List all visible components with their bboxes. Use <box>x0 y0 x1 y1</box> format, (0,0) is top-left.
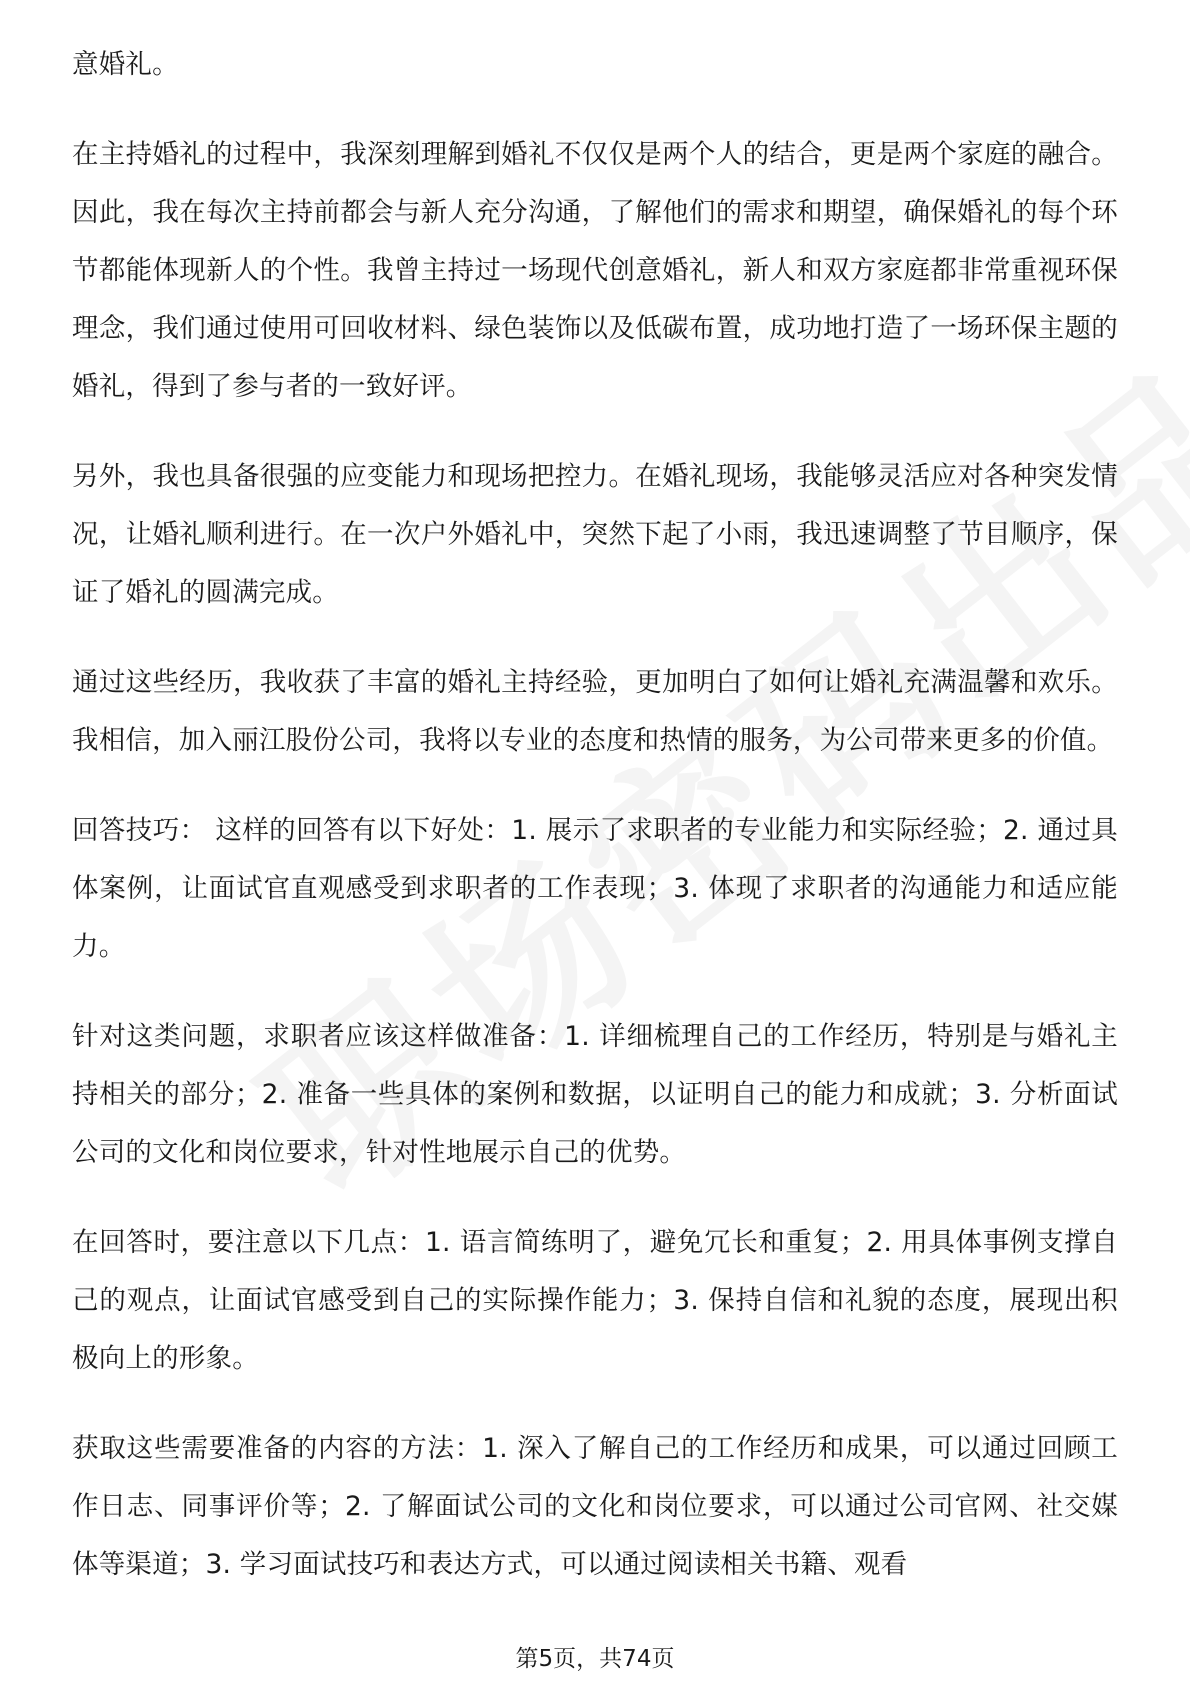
paragraph: 获取这些需要准备的内容的方法：1. 深入了解自己的工作经历和成果，可以通过回顾工作日志、同事评价等；2. 了解面试公司的文化和岗位要求，可以通过公司官网、社交媒体等渠道；3. 学习面试技巧和表达方式，可以通过阅读相关书籍、观看 <box>72 1433 1118 1580</box>
paragraph: 通过这些经历，我收获了丰富的婚礼主持经验，更加明白了如何让婚礼充满温馨和欢乐。我相信，加入丽江股份公司，我将以专业的态度和热情的服务，为公司带来更多的价值。 <box>72 667 1118 756</box>
page-number: 第5页，共74页 <box>515 1646 675 1672</box>
paragraph: 另外，我也具备很强的应变能力和现场把控力。在婚礼现场，我能够灵活应对各种突发情况，让婚礼顺利进行。在一次户外婚礼中，突然下起了小雨，我迅速调整了节目顺序，保证了婚礼的圆满完成。 <box>72 461 1118 608</box>
paragraph: 在回答时，要注意以下几点：1. 语言简练明了，避免冗长和重复；2. 用具体事例支撑自己的观点，让面试官感受到自己的实际操作能力；3. 保持自信和礼貌的态度，展现出积极向上的形象。 <box>72 1227 1118 1374</box>
paragraph: 意婚礼。 <box>72 49 179 80</box>
paragraph: 针对这类问题，求职者应该这样做准备：1. 详细梳理自己的工作经历，特别是与婚礼主持相关的部分；2. 准备一些具体的案例和数据，以证明自己的能力和成就；3. 分析面试公司的文化和岗位要求，针对性地展示自己的优势。 <box>72 1021 1118 1168</box>
document-body <box>72 36 1118 1626</box>
paragraph: 在主持婚礼的过程中，我深刻理解到婚礼不仅仅是两个人的结合，更是两个家庭的融合。因此，我在每次主持前都会与新人充分沟通，了解他们的需求和期望，确保婚礼的每个环节都能体现新人的个性。我曾主持过一场现代创意婚礼，新人和双方家庭都非常重视环保理念，我们通过使用可回收材料、绿色装饰以及低碳布置，成功地打造了一场环保主题的婚礼，得到了参与者的一致好评。 <box>72 139 1118 402</box>
paragraph: 回答技巧： 这样的回答有以下好处：1. 展示了求职者的专业能力和实际经验；2. 通过具体案例，让面试官直观感受到求职者的工作表现；3. 体现了求职者的沟通能力和适应能力。 <box>72 815 1118 962</box>
